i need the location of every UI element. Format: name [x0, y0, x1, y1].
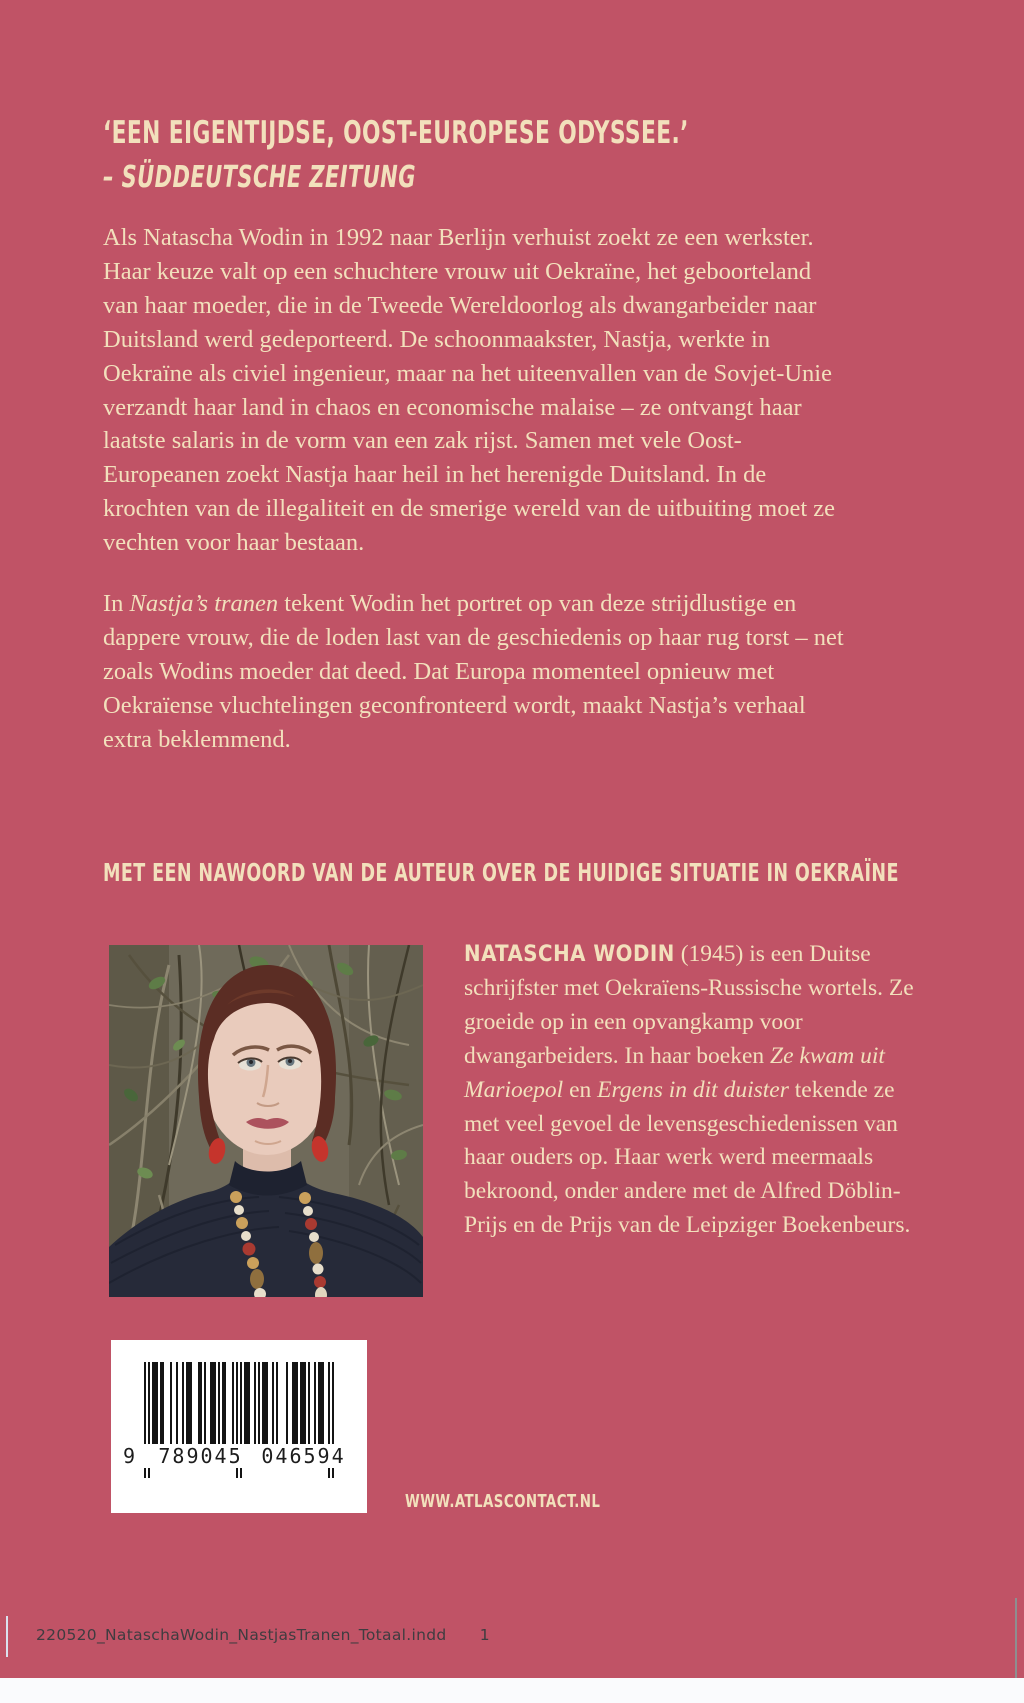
synopsis-paragraph-1: Als Natascha Wodin in 1992 naar Berlijn verhuist zoekt ze een werkster. Haar keuze valt op een schuchtere vrouw uit Oekraïne, het geboorteland van haar moeder, die in de Tweede Wereldoorlog als dwangarbeider naar Duitsland werd gedeporteerd. De schoonmaakster, Nastja, werkte in Oekraïne als civiel ingenieur, maar na het uiteenvallen van de Sovjet-Unie verzandt haar land in chaos en economische malaise – ze ontvangt haar laatste salaris in de vorm van een zak rijst. Samen met vele Oost-Europeanen zoekt Nastja haar heil in het herenigde Duitsland. In de krochten van de illegaliteit en de smerige wereld van de uitbuiting moet ze vechten voor haar bestaan. [103, 224, 836, 557]
barcode-box [111, 1340, 367, 1513]
print-slug-filename: 220520_NataschaWodin_NastjasTranen_Totaal.indd [36, 1626, 447, 1644]
press-quote-text: ‘EEN EIGENTIJDSE, OOST-EUROPESE ODYSSEE.’ [103, 115, 689, 151]
author-photo [109, 945, 423, 1297]
footer-white-strip [0, 1678, 1024, 1703]
barcode-digit-group-1: 789045 [149, 1444, 252, 1468]
press-quote [103, 110, 854, 200]
crop-mark-left [6, 1616, 8, 1657]
print-slug [36, 1626, 490, 1644]
author-bio: NATASCHA WODIN (1945) is een Duitse schrijfster met Oekraïens-Russische wortels. Ze groeide op in een opvangkamp voor dwangarbeiders. In haar boeken Ze kwam uit Marioepol en Ergens in dit duister tekende ze met veel gevoel de levensgeschiedenissen van haar ouders op. Haar werk werd meermaals bekroond, onder andere met de Alfred Döblin-Prijs en de Prijs van de Leipziger Boekenbeurs. [464, 941, 914, 1239]
print-slug-page-number: 1 [479, 1626, 490, 1644]
synopsis-paragraph-2: In Nastja’s tranen tekent Wodin het portret op van deze strijdlustige en dappere vrouw, die de loden last van de geschiedenis op haar rug torst – net zoals Wodins moeder dat deed. Dat Europa momenteel opnieuw met Oekraïense vluchtelingen geconfronteerd wordt, maakt Nastja’s verhaal extra beklemmend. [103, 590, 844, 753]
publisher-website: WWW.ATLASCONTACT.NL [405, 1492, 601, 1512]
barcode-digit-lead: 9 [123, 1444, 149, 1468]
afterword-banner: MET EEN NAWOORD VAN DE AUTEUR OVER DE HUIDIGE SITUATIE IN OEKRAÏNE [103, 858, 899, 887]
barcode-number [123, 1444, 355, 1468]
press-quote-source: – SÜDDEUTSCHE ZEITUNG [103, 160, 416, 195]
barcode-digit-group-2: 046594 [252, 1444, 355, 1468]
